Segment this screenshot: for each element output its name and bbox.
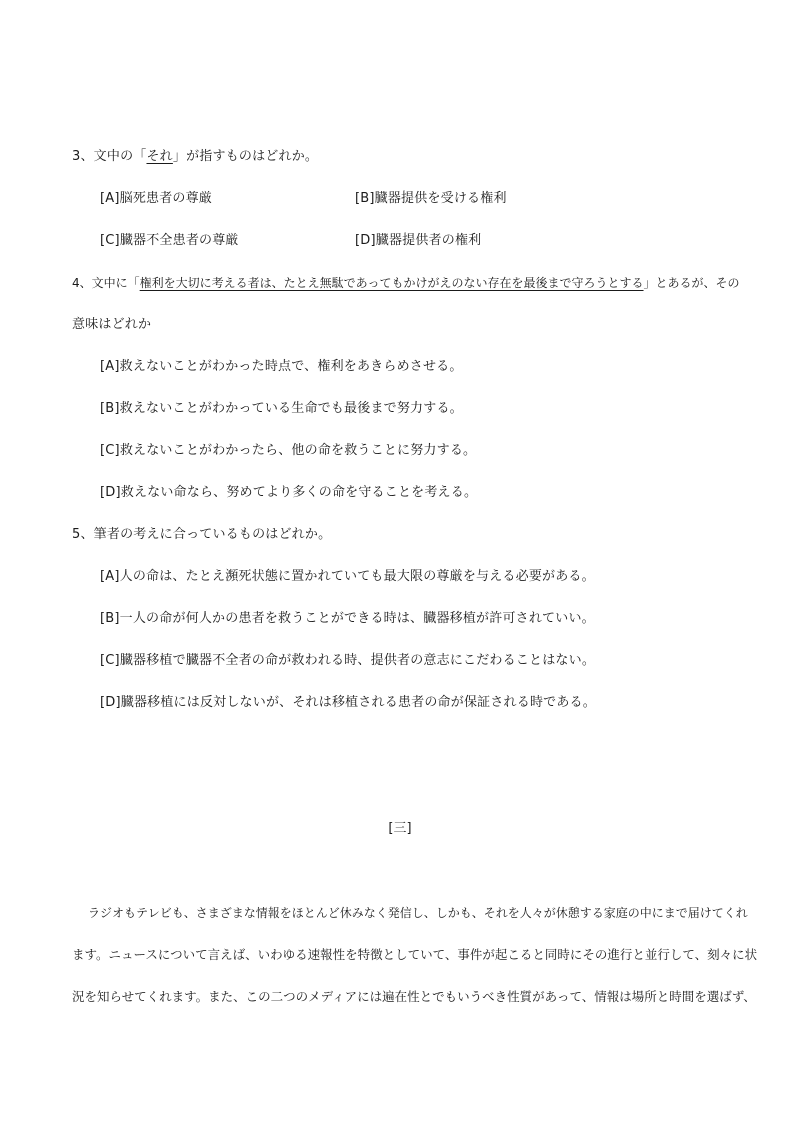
question-4-line2: 意味はどれか	[72, 317, 152, 332]
section-heading: [三]	[388, 821, 412, 836]
q3-option-a: [A]脳死患者の尊厳	[100, 191, 213, 206]
passage-line-2: ます。ニュースについて言えば、いわゆる速報性を特徴としていて、事件が起こると同時にその進行と並行して、刻々に状	[72, 947, 758, 962]
q4-option-c: [C]救えないことがわかったら、他の命を救うことに努力する。	[100, 443, 477, 458]
question-4	[72, 274, 740, 292]
q4-option-a: [A]救えないことがわかった時点で、権利をあきらめさせる。	[100, 359, 463, 374]
q4-option-d: [D]救えない命なら、努めてより多くの命を守ることを考える。	[100, 485, 478, 500]
q3-option-c: [C]臓器不全患者の尊厳	[100, 233, 239, 248]
question-4-suffix: 」とあるが、その	[643, 276, 740, 290]
question-4-quote: 権利を大切に考える者は、たとえ無駄であってもかけがえのない存在を最後まで守ろうとする	[139, 276, 644, 290]
q3-option-d: [D]臓器提供者の権利	[355, 233, 482, 248]
question-3-term: それ	[146, 149, 173, 164]
question-5: 5、筆者の考えに合っているものはどれか。	[72, 527, 332, 542]
q3-option-b: [B]臓器提供を受ける権利	[355, 191, 507, 206]
q5-option-c: [C]臓器移植で臓器不全者の命が救われる時、提供者の意志にこだわることはない。	[100, 653, 596, 668]
question-3	[72, 148, 318, 166]
q4-option-b: [B]救えないことがわかっている生命でも最後まで努力する。	[100, 401, 463, 416]
passage-line-3: 況を知らせてくれます。また、この二つのメディアには遍在性とでもいうべき性質があって、情報は場所と時間を選ばず、	[72, 989, 756, 1004]
q5-option-d: [D]臓器移植には反対しないが、それは移植される患者の命が保証される時である。	[100, 695, 596, 710]
question-4-prefix: 4、文中に「	[72, 276, 140, 290]
passage-line-1: ラジオもテレビも、さまざまな情報をほとんど休みなく発信し、しかも、それを人々が休憩する家庭の中にまで届けてくれ	[88, 906, 748, 920]
q5-option-a: [A]人の命は、たとえ瀕死状態に置かれていても最大限の尊厳を与える必要がある。	[100, 569, 595, 584]
question-3-suffix: 」が指すものはどれか。	[172, 149, 319, 164]
q5-option-b: [B]一人の命が何人かの患者を救うことができる時は、臓器移植が許可されていい。	[100, 611, 595, 626]
question-3-prefix: 3、文中の「	[72, 149, 147, 164]
